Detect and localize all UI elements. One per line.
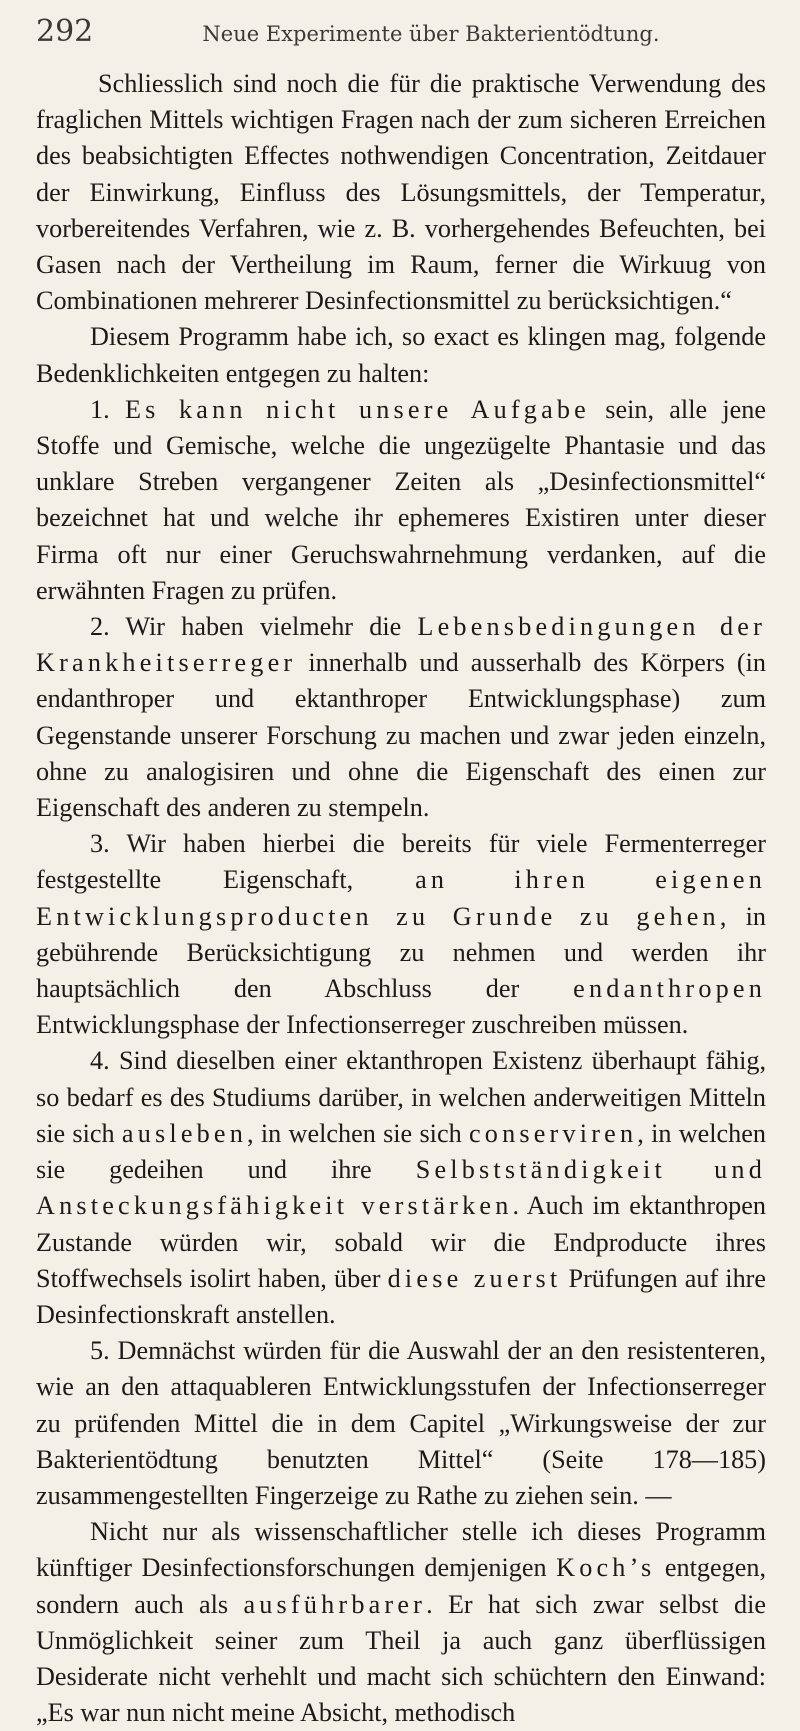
paragraph [36, 609, 766, 826]
emphasized-text: endanthropen [573, 974, 766, 1004]
text-run: entgegen, sondern auch als [36, 1553, 767, 1619]
text-run: , in gebührende Berücksichtigung zu nehmen und werden ihr hauptsächlich den Abschluss der [36, 901, 766, 1004]
text-run: Nicht nur als wissenschaftlicher stelle ich dieses Programm künftiger Desinfectionsforschungen demjenigen [36, 1517, 766, 1583]
emphasized-text: Selbstständigkeit und Ansteckungsfähigkeit verstärken [36, 1155, 766, 1221]
text-run: . Er hat sich zwar selbst die Unmöglichkeit seiner zum Theil ja auch ganz überflüssigen Desiderate nicht verhehlt und macht sich schüchtern den Einwand: „Es war nun nicht meine Absicht, methodisch [36, 1589, 767, 1728]
paragraph [36, 319, 766, 391]
text-run: 3. Wir haben hierbei die bereits für viele Fermenterreger festgestellte Eigenschaft, [36, 829, 766, 895]
text-run: , in welchen sie sich [247, 1118, 469, 1148]
text-run: Entwicklungsphase der Infectionserreger zuschreiben müssen. [36, 1010, 689, 1040]
emphasized-text: Es kann nicht unsere Aufgabe [124, 394, 590, 424]
text-run: sein, alle jene Stoffe und Gemische, welche die ungezügelte Phantasie und das unklare Streben vergangener Zeiten als „Desinfectionsmittel“ bezeichnet hat und welche ihr ephemeres Existiren unter dieser Firma oft nur einer Geruchswahrnehmung verdanken, auf die erwähnten Fragen zu prüfen. [36, 394, 766, 605]
text-run: 4. Sind dieselben einer ektanthropen Existenz überhaupt fähig, so bedarf es des Studiums darüber, in welchen anderweitigen Mitteln sie sich [36, 1046, 766, 1148]
body-text [36, 66, 766, 1731]
text-run: Diesem Programm habe ich, so exact es klingen mag, folgende Bedenklichkeiten entgegen zu halten: [36, 322, 766, 388]
emphasized-text: Koch’s [556, 1553, 656, 1583]
text-run: , in welchen sie gedeihen und ihre [36, 1118, 766, 1185]
text-run: . Auch im ektanthropen Zustande würden wir, sobald wir die Endproducte ihres Stoffwechsels isolirt haben, über [36, 1191, 766, 1293]
text-run: Schliesslich sind noch die für die praktische Verwendung des fraglichen Mittels wichtigen Fragen nach der zum sicheren Erreichen des beabsichtigten Effectes nothwendigen Concentration, Zeitdauer der Einwirkung, Einfluss des Lösungsmittels, der Temperatur, vorbereitendes Verfahren, wie z. B. vorhergehendes Befeuchten, bei Gasen nach der Vertheilung im Raum, ferner die Wirkuug von Combinationen mehrerer Desinfectionsmittel zu berücksichtigen.“ [36, 69, 766, 316]
text-run: innerhalb und ausserhalb des Körpers (in endanthroper und ektanthroper Entwicklungsphase) zum Gegenstande unserer Forschung zu machen und zwar jeden einzeln, ohne zu analogisiren und ohne die Eigenschaft des einen zur Eigenschaft des anderen zu stempeln. [36, 648, 766, 823]
page-header [36, 16, 766, 60]
text-run: 5. Demnächst würden für die Auswahl der an den resistenteren, wie an den attaquableren Entwicklungsstufen der Infectionserreger zu prüfenden Mittel die in dem Capitel „Wirkungsweise der zur Bakterientödtung benutzten Mittel“ (Seite 178—185) zusammengestellten Fingerzeige zu Rathe zu ziehen sein. — [36, 1336, 766, 1510]
paragraph [36, 66, 766, 319]
emphasized-text: Lebensbedingungen der Krankheitserreger [36, 612, 766, 678]
paragraph [36, 1514, 766, 1731]
paragraph [36, 826, 766, 1043]
paragraph [36, 1333, 766, 1514]
text-run: 1. [90, 394, 125, 424]
emphasized-text: conserviren [468, 1118, 638, 1148]
paragraph [36, 392, 766, 609]
emphasized-text: ausführbarer [243, 1589, 427, 1619]
text-run: Prüfungen auf ihre Desinfectionskraft anstellen. [36, 1263, 767, 1329]
running-title: Neue Experimente über Bakterientödtung. [202, 22, 660, 46]
paragraph [36, 1043, 766, 1333]
text-run: 2. Wir haben vielmehr die [90, 612, 418, 642]
emphasized-text: diese zuerst [387, 1263, 562, 1293]
emphasized-text: ausleben [121, 1118, 248, 1148]
emphasized-text: an ihren eigenen Entwicklungsproducten zu Grunde zu gehen [36, 865, 766, 931]
page-number: 292 [36, 14, 94, 49]
